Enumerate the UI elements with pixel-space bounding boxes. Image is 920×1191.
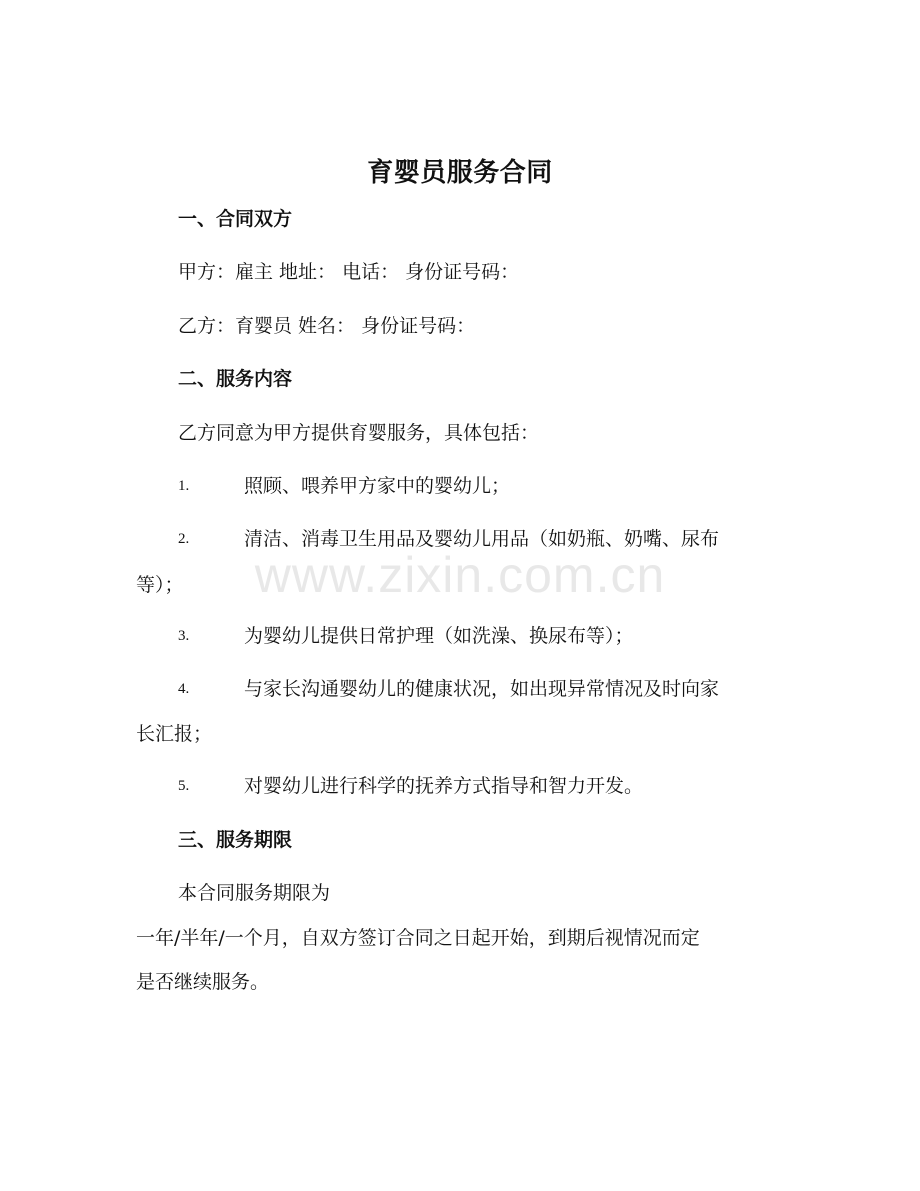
list-item-text-continued: 长汇报； bbox=[136, 723, 213, 745]
section-heading-parties: 一、合同双方 bbox=[178, 208, 293, 230]
list-item-number: 2. bbox=[178, 531, 190, 547]
party-a-line: 甲方：雇主 地址： 电话： 身份证号码： bbox=[178, 261, 520, 283]
list-item-text: 与家长沟通婴幼儿的健康状况，如出现异常情况及时向家 bbox=[244, 678, 720, 700]
party-b-line: 乙方：育婴员 姓名： 身份证号码： bbox=[178, 315, 476, 337]
list-item-number: 3. bbox=[178, 628, 190, 644]
term-line: 本合同服务期限为 bbox=[178, 882, 331, 904]
term-line: 是否继续服务。 bbox=[136, 971, 270, 993]
list-item-number: 1. bbox=[178, 478, 190, 494]
list-item-text: 清洁、消毒卫生用品及婴幼儿用品（如奶瓶、奶嘴、尿布 bbox=[244, 528, 720, 550]
list-item-text: 照顾、喂养甲方家中的婴幼儿； bbox=[244, 475, 511, 497]
section-heading-term: 三、服务期限 bbox=[178, 829, 293, 851]
term-line: 一年/半年/一个月，自双方签订合同之日起开始，到期后视情况而定 bbox=[136, 927, 700, 949]
watermark: www.zixin.com.cn bbox=[254, 547, 666, 603]
service-intro: 乙方同意为甲方提供育婴服务，具体包括： bbox=[178, 422, 540, 444]
list-item-number: 4. bbox=[178, 681, 190, 697]
list-item-text: 为婴幼儿提供日常护理（如洗澡、换尿布等）； bbox=[244, 625, 634, 647]
list-item-number: 5. bbox=[178, 778, 190, 794]
section-heading-service: 二、服务内容 bbox=[178, 368, 293, 390]
document-title: 育婴员服务合同 bbox=[367, 158, 553, 188]
list-item-text-continued: 等）； bbox=[136, 574, 184, 596]
list-item-text: 对婴幼儿进行科学的抚养方式指导和智力开发。 bbox=[244, 775, 644, 797]
